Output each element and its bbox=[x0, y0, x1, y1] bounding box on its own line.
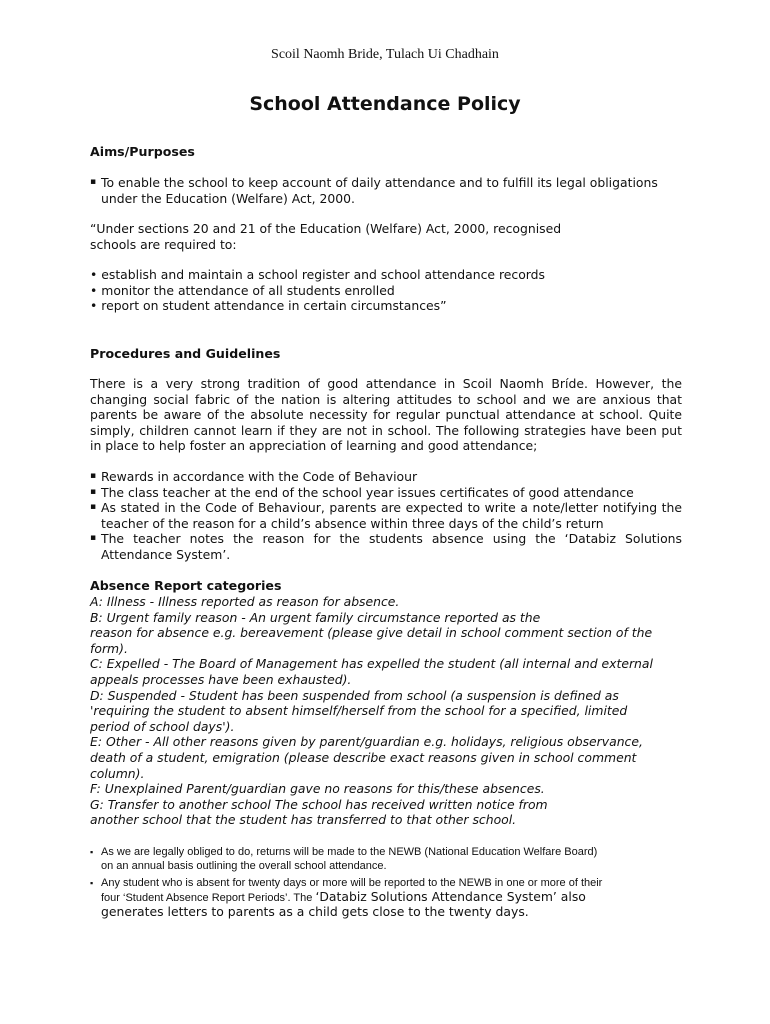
list-item: ▪ The teacher notes the reason for the students absence using the ‘Databiz Solutions Attendance System’. bbox=[90, 531, 682, 562]
absence-line: A: Illness - Illness reported as reason for absence. bbox=[90, 594, 400, 609]
page-title: School Attendance Policy bbox=[249, 93, 521, 115]
absence-line: death of a student, emigration (please describe exact reasons given in school comment bbox=[90, 749, 637, 765]
list-item: ▪ The class teacher at the end of the school year issues certificates of good attendance bbox=[90, 484, 634, 500]
bullet-icon: ▪ bbox=[90, 502, 97, 513]
absence-line: F: Unexplained Parent/guardian gave no reasons for this/these absences. bbox=[90, 781, 545, 797]
bullet-icon: ▪ bbox=[90, 471, 97, 481]
bullet-icon: ▪ bbox=[90, 533, 97, 544]
list-item: ▪ As we are legally obliged to do, returns will be made to the NEWB (National Education Welfare Board) on an annual basis outlining the overall school attendance. bbox=[90, 846, 598, 872]
list-item: • report on student attendance in certain circumstances” bbox=[90, 298, 447, 314]
aims-quote: “Under sections 20 and 21 of the Education (Welfare) Act, 2000, recognised schools are required to: bbox=[90, 221, 562, 252]
absence-heading: Absence Report categories bbox=[90, 578, 282, 593]
procedures-paragraph: There is a very strong tradition of good attendance in Scoil Naomh Bríde. However, the changing social fabric of the nation is altering attitudes to school and we are anxious that parents be aware of the absolute necessity for regular punctual attendance at school. Quite simply, children cannot learn if they are not in school. The following strategies have been put in place to help foster an appreciation of learning and good attendance; bbox=[90, 376, 682, 454]
list-item: ▪ Rewards in accordance with the Code of Behaviour bbox=[90, 469, 418, 484]
list-item: ▪ To enable the school to keep account of daily attendance and to fulfill its legal obligations under the Education (Welfare) Act, 2000. bbox=[90, 175, 658, 206]
absence-line: appeals processes have been exhausted). bbox=[90, 671, 352, 687]
absence-line: form). bbox=[90, 640, 128, 656]
absence-line: C: Expelled - The Board of Management has expelled the student (all internal and external bbox=[90, 656, 653, 672]
school-header: Scoil Naomh Bride, Tulach Ui Chadhain bbox=[271, 47, 499, 62]
procedures-list bbox=[90, 469, 682, 563]
bullet-icon: ▪ bbox=[90, 847, 94, 857]
absence-line: B: Urgent family reason - An urgent family circumstance reported as the bbox=[90, 609, 541, 625]
list-item: • monitor the attendance of all students enrolled bbox=[90, 282, 395, 298]
final-notes bbox=[90, 845, 690, 920]
absence-line: period of school days'). bbox=[90, 718, 235, 734]
aims-heading: Aims/Purposes bbox=[90, 144, 195, 159]
absence-line: D: Suspended - Student has been suspended from school (a suspension is defined as bbox=[90, 687, 619, 703]
bullet-icon: ▪ bbox=[90, 486, 97, 497]
absence-line: column). bbox=[90, 765, 145, 781]
procedures-heading: Procedures and Guidelines bbox=[90, 346, 281, 361]
aims-bullet bbox=[90, 175, 682, 206]
absence-line: G: Transfer to another school The school has received written notice from bbox=[90, 796, 548, 812]
list-item: • establish and maintain a school register and school attendance records bbox=[90, 267, 546, 282]
list-item: ▪ As stated in the Code of Behaviour, parents are expected to write a note/letter notifying the teacher of the reason for a child’s absence within three days of the child’s return bbox=[90, 500, 682, 531]
absence-line: reason for absence e.g. bereavement (please give detail in school comment section of the bbox=[90, 625, 653, 641]
list-item: ▪ Any student who is absent for twenty days or more will be reported to the NEWB in one or more of their four ‘Student Absence Report Periods’. The ‘Databiz Solutions Attendance System’ also generates letters to parents as a child gets close to the twenty days. bbox=[90, 877, 603, 919]
bullet-icon: ▪ bbox=[90, 878, 94, 888]
bullet-icon: ▪ bbox=[90, 177, 97, 187]
aims-dot-list bbox=[90, 267, 682, 314]
absence-line: E: Other - All other reasons given by parent/guardian e.g. holidays, religious observance, bbox=[90, 734, 643, 750]
absence-line: another school that the student has transferred to that other school. bbox=[90, 812, 517, 828]
absence-line: 'requiring the student to absent himself/herself from the school for a specified, limited bbox=[90, 703, 628, 719]
absence-categories bbox=[90, 594, 682, 828]
